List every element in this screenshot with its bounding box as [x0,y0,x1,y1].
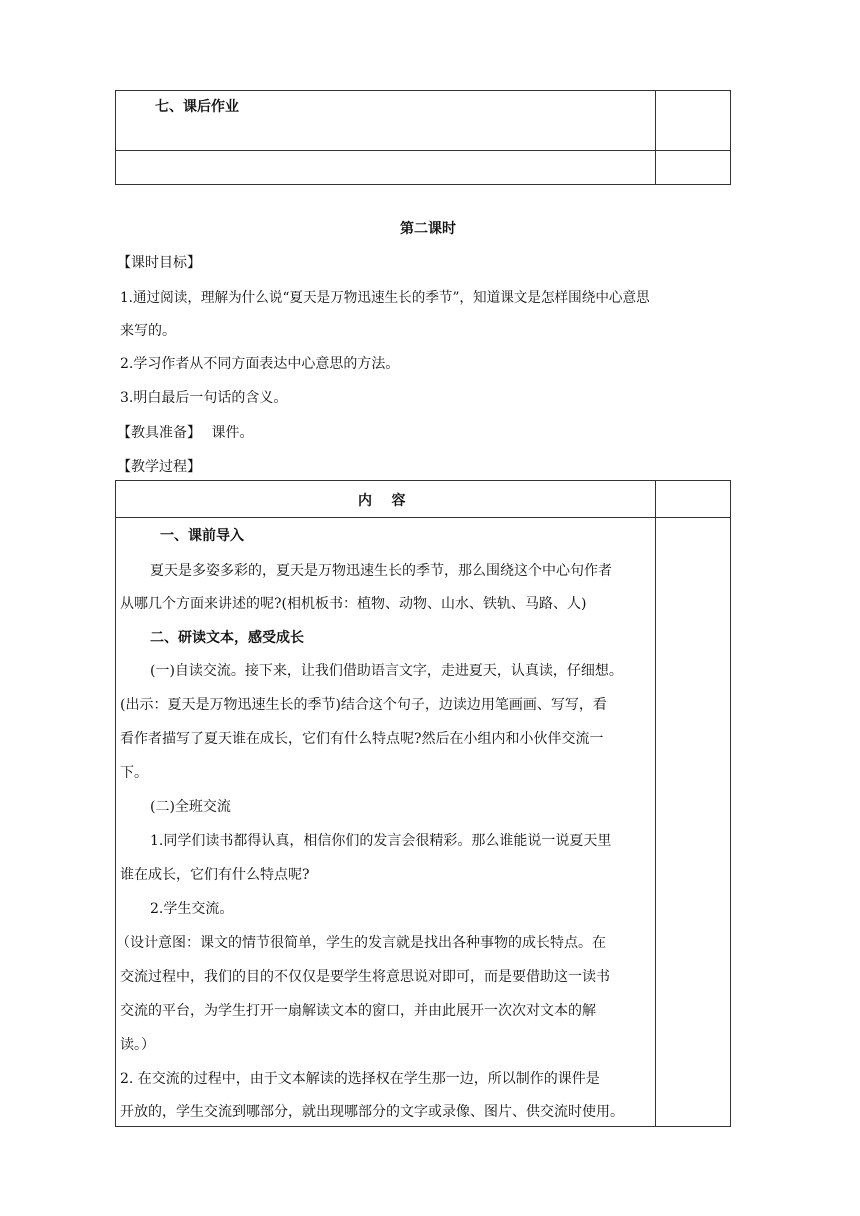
design-line-1: （设计意图：课文的情节很简单，学生的发言就是找出各种事物的成长特点。在 [116,935,606,951]
section1-title: 一、课前导入 [160,528,244,544]
homework-row-divider [115,150,731,151]
part1-line-1: (一)自读交流。接下来，让我们借助语言文字，走进夏天，认真读，仔细想。 [150,663,623,679]
process-header-divider [115,517,731,518]
homework-heading: 七、课后作业 [155,99,239,115]
lesson-title: 第二课时 [400,221,456,237]
part2-item2: 2.学生交流。 [150,901,234,917]
prep-label: 【教具准备】 [117,425,201,441]
section2-title: 二、研读文本，感受成长 [150,630,304,646]
homework-col-divider [655,90,656,185]
goal-line-4: 3.明白最后一句话的含义。 [120,390,288,406]
part1-line-4: 下。 [120,765,148,781]
goal-line-2: 来写的。 [120,323,176,339]
note-line-1: 2. 在交流的过程中，由于文本解读的选择权在学生那一边，所以制作的课件是 [120,1071,600,1087]
part2-item1-line-1: 1.同学们读书都得认真，相信你们的发言会很精彩。那么谁能说一说夏天里 [150,833,612,849]
part2-item1-line-2: 谁在成长，它们有什么特点呢? [120,867,310,883]
process-header: 内 容 [358,493,406,509]
part1-line-2: (出示：夏天是万物迅速生长的季节)结合这个句子，边读边用笔画画、写写，看 [120,697,607,713]
design-line-3: 交流的平台，为学生打开一扇解读文本的窗口，并由此展开一次次对文本的解 [120,1003,596,1019]
prep-text: 课件。 [211,425,254,441]
process-col-divider [655,480,656,1127]
goal-line-3: 2.学习作者从不同方面表达中心意思的方法。 [120,356,400,372]
note-line-2: 开放的，学生交流到哪部分，就出现哪部分的文字或录像、图片、供交流时使用。 [120,1104,624,1120]
part1-line-3: 看作者描写了夏天谁在成长，它们有什么特点呢?然后在小组内和小伙伴交流一 [120,731,604,747]
prep-row [117,422,253,442]
design-line-4: 读。） [120,1037,155,1053]
section1-line-2: 从哪几个方面来讲述的呢?(相机板书：植物、动物、山水、铁轨、马路、人) [120,596,587,612]
goal-label: 【课时目标】 [117,255,201,271]
goal-line-1: 1.通过阅读，理解为什么说“夏天是万物迅速生长的季节”，知道课文是怎样围绕中心意思 [120,290,650,306]
design-line-2: 交流过程中，我们的目的不仅仅是要学生将意思说对即可，而是要借助这一读书 [120,969,610,985]
section1-line-1: 夏天是多姿多彩的，夏天是万物迅速生长的季节，那么围绕这个中心句作者 [150,563,612,579]
process-label: 【教学过程】 [117,459,201,475]
part2-title: (二)全班交流 [150,799,231,815]
